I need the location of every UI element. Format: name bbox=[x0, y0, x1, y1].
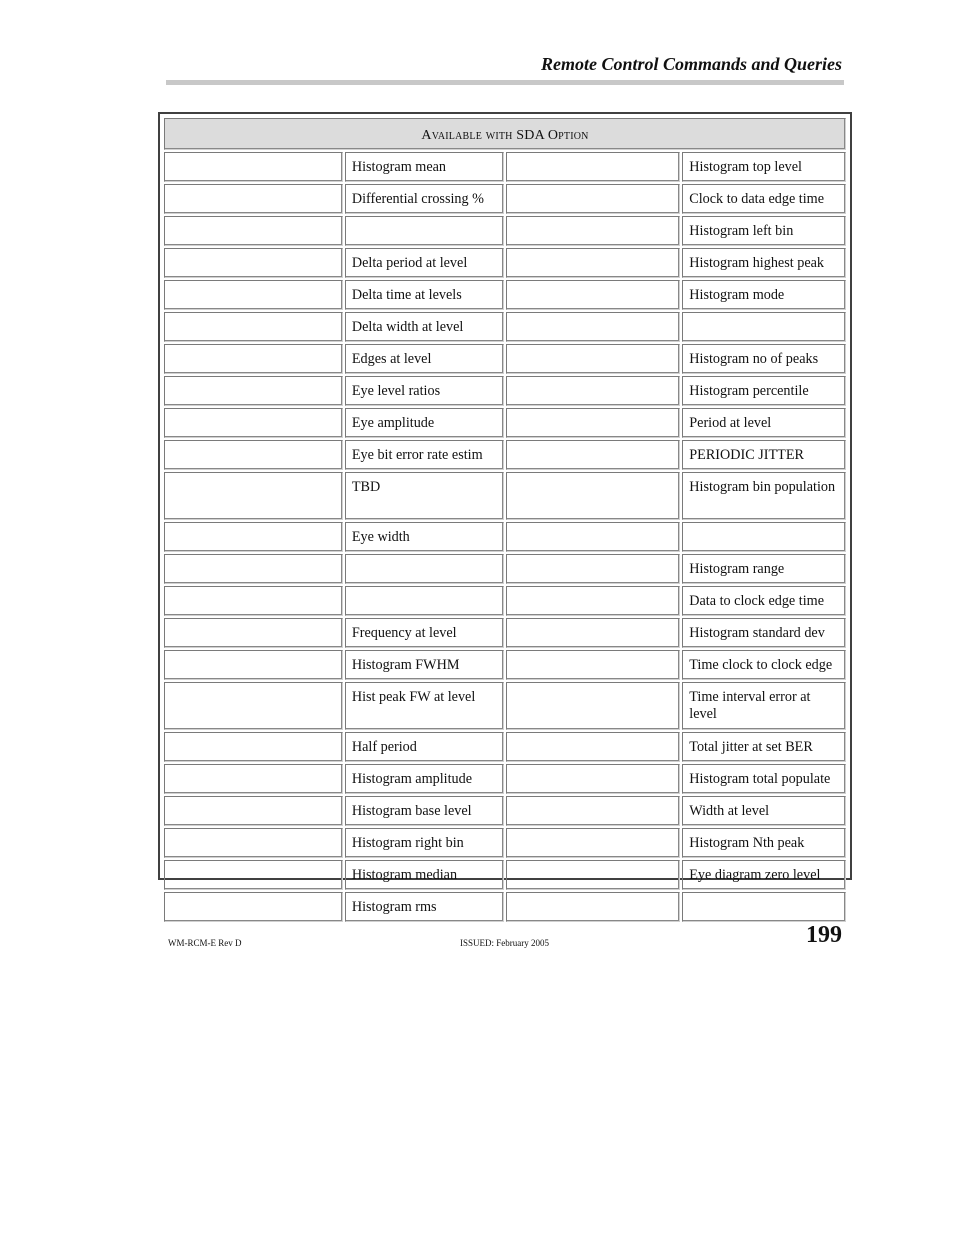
table-cell: Differential crossing % bbox=[345, 184, 505, 214]
table-cell: Histogram mean bbox=[345, 152, 505, 182]
table-row bbox=[164, 248, 846, 278]
table-cell: Histogram total populate bbox=[682, 764, 846, 794]
table-row bbox=[164, 682, 846, 730]
table-cell bbox=[345, 586, 505, 616]
table-cell bbox=[506, 732, 680, 762]
table-row bbox=[164, 344, 846, 374]
table-cell bbox=[164, 618, 343, 648]
table-cell bbox=[506, 618, 680, 648]
table-cell: Eye amplitude bbox=[345, 408, 505, 438]
table-cell bbox=[164, 216, 343, 246]
table-cell: Histogram left bin bbox=[682, 216, 846, 246]
table-cell bbox=[506, 248, 680, 278]
table-cell: Eye width bbox=[345, 522, 505, 552]
table-cell: Histogram median bbox=[345, 860, 505, 890]
table-heading-row bbox=[164, 118, 846, 150]
header-rule bbox=[166, 80, 844, 85]
table-cell bbox=[164, 828, 343, 858]
table-cell bbox=[164, 682, 343, 730]
table-row bbox=[164, 732, 846, 762]
table-row bbox=[164, 764, 846, 794]
table-cell bbox=[164, 472, 343, 520]
table-cell bbox=[506, 376, 680, 406]
table-row bbox=[164, 828, 846, 858]
table-row bbox=[164, 860, 846, 890]
table-row bbox=[164, 586, 846, 616]
table-row bbox=[164, 184, 846, 214]
table-cell bbox=[164, 892, 343, 922]
table-cell: Clock to data edge time bbox=[682, 184, 846, 214]
table-cell bbox=[682, 892, 846, 922]
table-cell bbox=[164, 522, 343, 552]
page-header-title: Remote Control Commands and Queries bbox=[540, 54, 842, 74]
table-cell bbox=[506, 440, 680, 470]
table-cell: Eye diagram zero level bbox=[682, 860, 846, 890]
table-cell bbox=[164, 248, 343, 278]
table-cell: Width at level bbox=[682, 796, 846, 826]
table-cell: Histogram top level bbox=[682, 152, 846, 182]
table-cell bbox=[164, 440, 343, 470]
table-cell bbox=[506, 280, 680, 310]
table-cell bbox=[682, 522, 846, 552]
table-row bbox=[164, 522, 846, 552]
table-cell bbox=[506, 554, 680, 584]
table-cell: Total jitter at set BER bbox=[682, 732, 846, 762]
table-cell: Histogram rms bbox=[345, 892, 505, 922]
table-cell bbox=[345, 554, 505, 584]
table-heading: Available with SDA Option bbox=[164, 118, 846, 150]
table-body bbox=[164, 152, 846, 922]
table-cell bbox=[506, 586, 680, 616]
table-cell bbox=[506, 312, 680, 342]
table-cell: TBD bbox=[345, 472, 505, 520]
table-cell: Eye bit error rate estim bbox=[345, 440, 505, 470]
table-row bbox=[164, 280, 846, 310]
table-cell bbox=[506, 152, 680, 182]
table-cell bbox=[506, 650, 680, 680]
table-row bbox=[164, 376, 846, 406]
table-cell: Frequency at level bbox=[345, 618, 505, 648]
page-number: 199 bbox=[806, 922, 842, 948]
table-cell: Delta time at levels bbox=[345, 280, 505, 310]
table-cell bbox=[164, 344, 343, 374]
table-cell bbox=[164, 376, 343, 406]
table-cell bbox=[506, 682, 680, 730]
table-cell: Edges at level bbox=[345, 344, 505, 374]
table-cell bbox=[682, 312, 846, 342]
table-cell bbox=[164, 586, 343, 616]
table-row bbox=[164, 796, 846, 826]
table-row bbox=[164, 152, 846, 182]
table-cell bbox=[506, 828, 680, 858]
table-cell bbox=[164, 764, 343, 794]
table-cell bbox=[506, 216, 680, 246]
table-cell: Histogram standard dev bbox=[682, 618, 846, 648]
table-cell: Half period bbox=[345, 732, 505, 762]
table-cell: Histogram mode bbox=[682, 280, 846, 310]
table-row bbox=[164, 216, 846, 246]
footer-doc-id: WM-RCM-E Rev D bbox=[168, 938, 242, 948]
table-cell bbox=[164, 732, 343, 762]
table-cell: Histogram base level bbox=[345, 796, 505, 826]
table-row bbox=[164, 618, 846, 648]
table-row bbox=[164, 472, 846, 520]
table-cell bbox=[506, 344, 680, 374]
table-cell: Histogram Nth peak bbox=[682, 828, 846, 858]
table-row bbox=[164, 554, 846, 584]
table-cell: Histogram right bin bbox=[345, 828, 505, 858]
sda-option-table bbox=[162, 116, 848, 924]
table-cell bbox=[345, 216, 505, 246]
table-cell: Histogram percentile bbox=[682, 376, 846, 406]
table-cell bbox=[164, 184, 343, 214]
table-cell bbox=[506, 408, 680, 438]
table-cell: Data to clock edge time bbox=[682, 586, 846, 616]
table-cell bbox=[164, 280, 343, 310]
table-cell bbox=[506, 764, 680, 794]
footer-issued: ISSUED: February 2005 bbox=[460, 938, 549, 948]
table-cell bbox=[506, 472, 680, 520]
table-row bbox=[164, 312, 846, 342]
table-cell bbox=[164, 152, 343, 182]
table-cell bbox=[164, 796, 343, 826]
table-cell: Hist peak FW at level bbox=[345, 682, 505, 730]
table-cell bbox=[164, 554, 343, 584]
table-cell bbox=[164, 408, 343, 438]
table-cell: PERIODIC JITTER bbox=[682, 440, 846, 470]
table-cell: Delta period at level bbox=[345, 248, 505, 278]
table-cell: Histogram highest peak bbox=[682, 248, 846, 278]
table-cell: Time clock to clock edge bbox=[682, 650, 846, 680]
table-row bbox=[164, 408, 846, 438]
table-row bbox=[164, 892, 846, 922]
table-cell: Histogram range bbox=[682, 554, 846, 584]
table-cell: Time interval error at level bbox=[682, 682, 846, 730]
table-row bbox=[164, 440, 846, 470]
table-cell bbox=[506, 892, 680, 922]
table-cell: Eye level ratios bbox=[345, 376, 505, 406]
table-cell bbox=[164, 312, 343, 342]
table-cell bbox=[506, 796, 680, 826]
table-row bbox=[164, 650, 846, 680]
table-cell: Histogram bin population bbox=[682, 472, 846, 520]
table-cell bbox=[164, 650, 343, 680]
table-cell: Histogram FWHM bbox=[345, 650, 505, 680]
table-cell bbox=[506, 860, 680, 890]
table-cell: Delta width at level bbox=[345, 312, 505, 342]
table-cell: Histogram amplitude bbox=[345, 764, 505, 794]
table-cell: Histogram no of peaks bbox=[682, 344, 846, 374]
table-cell: Period at level bbox=[682, 408, 846, 438]
table-cell bbox=[506, 184, 680, 214]
table-cell bbox=[506, 522, 680, 552]
table-cell bbox=[164, 860, 343, 890]
